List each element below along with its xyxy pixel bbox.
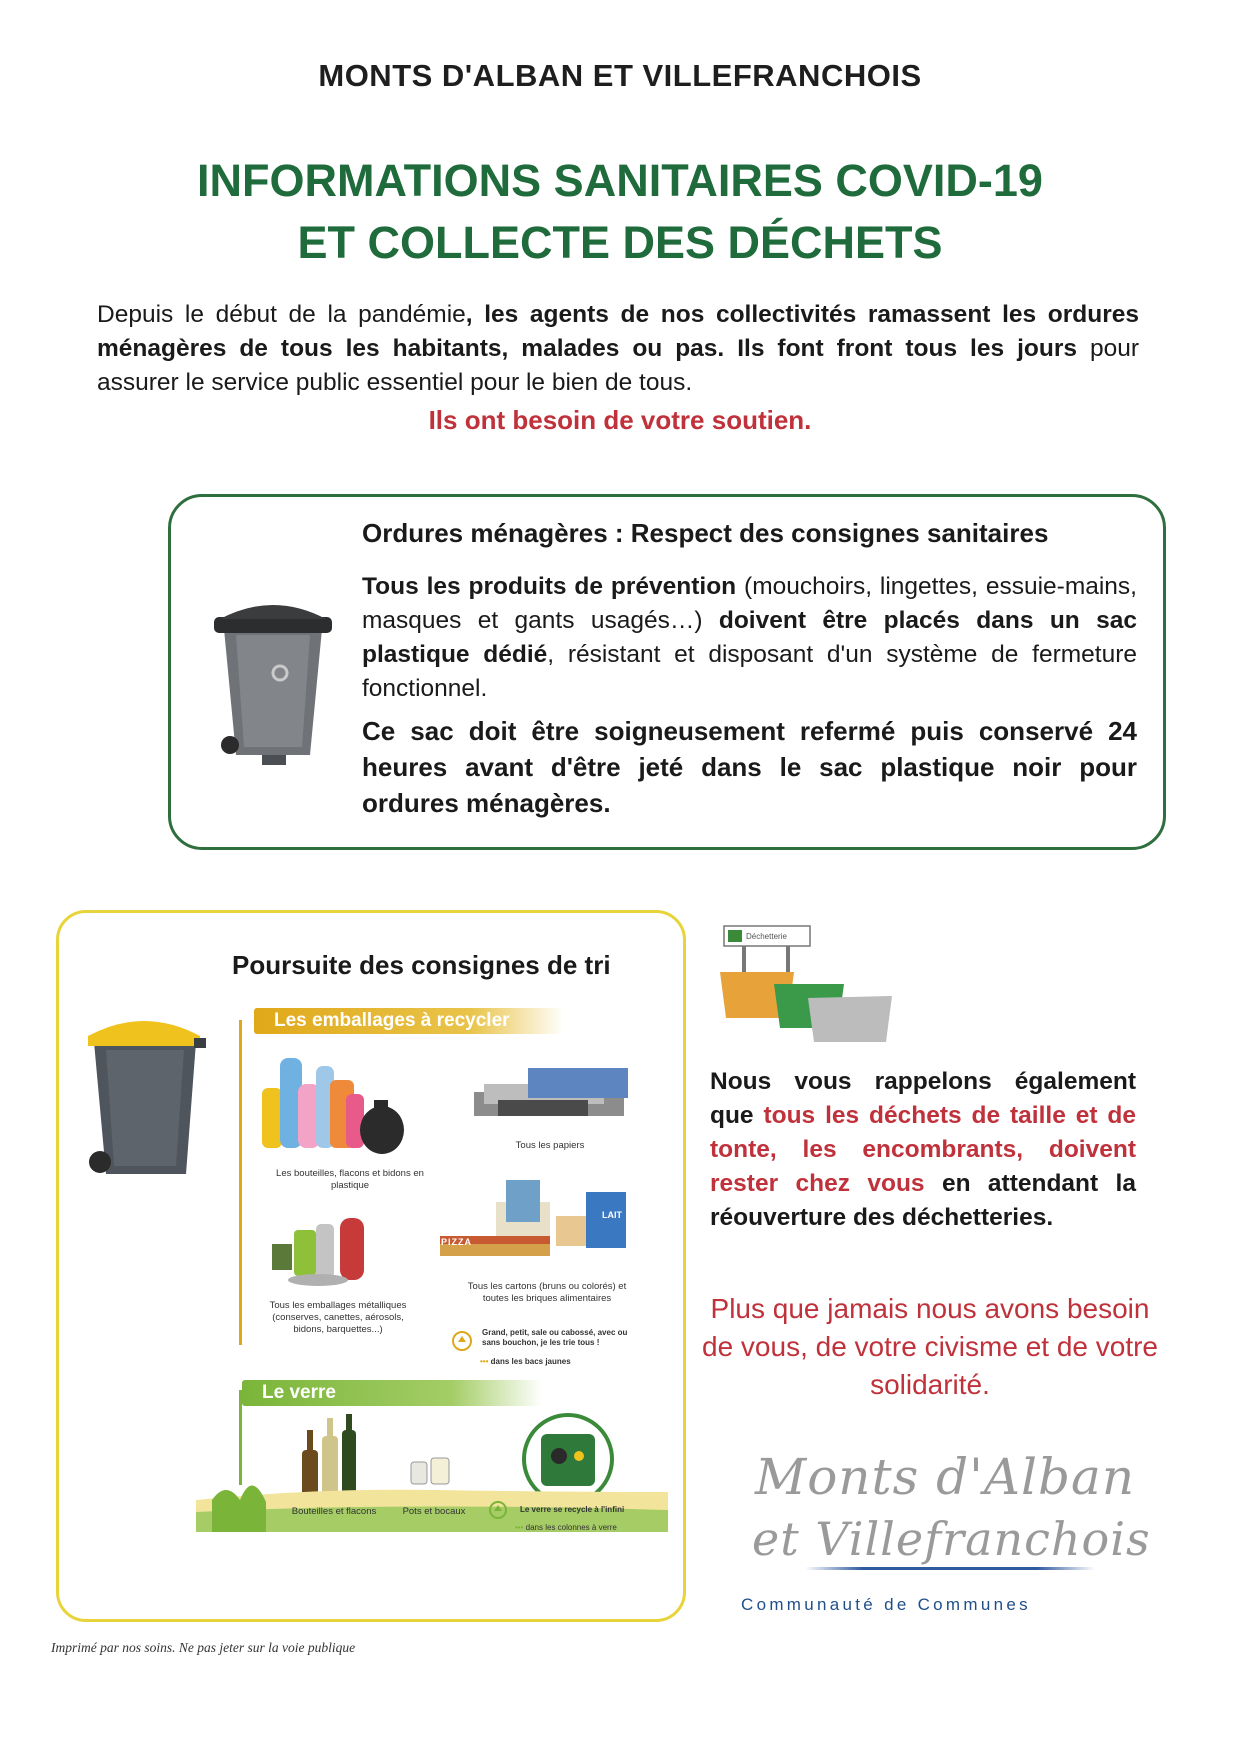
glass-recycle-icon [488, 1500, 508, 1520]
packaging-band: Les emballages à recycler [254, 1008, 564, 1034]
reminder-paragraph [710, 1065, 1136, 1235]
papers-caption: Tous les papiers [515, 1140, 585, 1151]
dots-icon: ••• [515, 1523, 524, 1532]
cartons-caption: Tous les cartons (bruns ou colorés) et toutes les briques alimentaires [467, 1281, 627, 1304]
solidarity-message: Plus que jamais nous avons besoin de vous, de votre civisme et de votre solidarité. [702, 1293, 1158, 1400]
yellow-bin-note-2-text: dans les bacs jaunes [490, 1357, 571, 1366]
sorting-title: Poursuite des consignes de tri [232, 950, 611, 980]
household-waste-title: Ordures ménagères : Respect des consignes sanitaires [362, 518, 1049, 548]
crate-label: PIZZA [441, 1237, 472, 1247]
glass-bottles-caption: Bouteilles et flacons [291, 1506, 377, 1517]
community-label: Communauté de Communes [741, 1595, 1031, 1614]
carton-label: LAIT [602, 1210, 622, 1220]
prevention-paragraph [362, 570, 1137, 706]
yellow-bin-note-2 [480, 1357, 571, 1366]
logo-line1: Monts d'Alban [755, 1448, 1136, 1506]
landscape-decoration [196, 1440, 668, 1532]
packaging-divider [239, 1020, 242, 1345]
plastic-bottles-caption: Les bouteilles, flacons et bidons en plastique [276, 1168, 424, 1191]
metal-packaging-caption: Tous les emballages métalliques (conserves, canettes, aérosols, bidons, barquettes...) [269, 1300, 407, 1335]
intro-text-1: Depuis le début de la pandémie [97, 301, 466, 328]
glass-note: Le verre se recycle à l'infini [520, 1505, 625, 1514]
recycle-icon [451, 1330, 473, 1352]
recycling-center-icon [716, 922, 898, 1050]
page-title [0, 150, 1240, 274]
intro-text-bold: , les agents de nos collectivités ramassent les ordures ménagères de tous les habitants, malades ou pas. Ils font front tous les jours [97, 301, 1139, 362]
glass-note-2-text: dans les colonnes à verre [525, 1523, 617, 1532]
jars-caption: Pots et bocaux [402, 1506, 466, 1517]
reminder-text-2: en attendant la réouverture des déchetteries. [710, 1170, 1136, 1231]
reminder-text-red: tous les déchets de taille et de tonte, les encombrants, doivent rester chez vous [710, 1102, 1136, 1197]
intro-paragraph [97, 298, 1139, 400]
prevention-text-1: (mouchoirs, lingettes, essuie-mains, masques et gants usagés…) [362, 573, 1137, 634]
organization-title: MONTS D'ALBAN ET VILLEFRANCHOIS [318, 58, 922, 93]
bag-instruction-paragraph: Ce sac doit être soigneusement refermé puis conservé 24 heures avant d'être jeté dans le sac plastique noir pour ordures ménagères. [362, 716, 1137, 818]
papers-icon [468, 1062, 636, 1126]
dots-icon: ••• [480, 1357, 489, 1366]
footer-note: Imprimé par nos soins. Ne pas jeter sur la voie publique [51, 1640, 356, 1655]
recycling-center-sign: Déchetterie [746, 932, 787, 941]
page-title-line1: INFORMATIONS SANITAIRES COVID-19 [197, 155, 1043, 206]
logo-line2: et Villefranchois [752, 1512, 1151, 1566]
page-title-line2: ET COLLECTE DES DÉCHETS [297, 217, 943, 268]
prevention-text-2: , résistant et disposant d'un système de fermeture fonctionnel. [362, 641, 1138, 702]
logo-underline [805, 1567, 1095, 1570]
glass-note-2 [515, 1523, 617, 1532]
plastic-bottles-icon [258, 1048, 418, 1162]
cartons-icon [436, 1176, 636, 1268]
support-message: Ils ont besoin de votre soutien. [428, 405, 812, 435]
reminder-text-1: Nous vous rappelons également que [710, 1068, 1136, 1129]
prevention-bold-1: Tous les produits de prévention [362, 573, 737, 600]
prevention-bold-2: doivent être placés dans un sac plastique dédié [362, 607, 1137, 668]
yellow-bin-note: Grand, petit, sale ou cabossé, avec ou sans bouchon, je les trie tous ! [482, 1328, 628, 1347]
metal-packaging-icon [268, 1210, 398, 1288]
yellow-bin-icon [84, 1012, 208, 1182]
glass-band: Le verre [242, 1380, 542, 1406]
grey-bin-icon [210, 595, 336, 767]
intro-text-2: pour assurer le service public essentiel pour le bien de tous. [97, 335, 1140, 396]
